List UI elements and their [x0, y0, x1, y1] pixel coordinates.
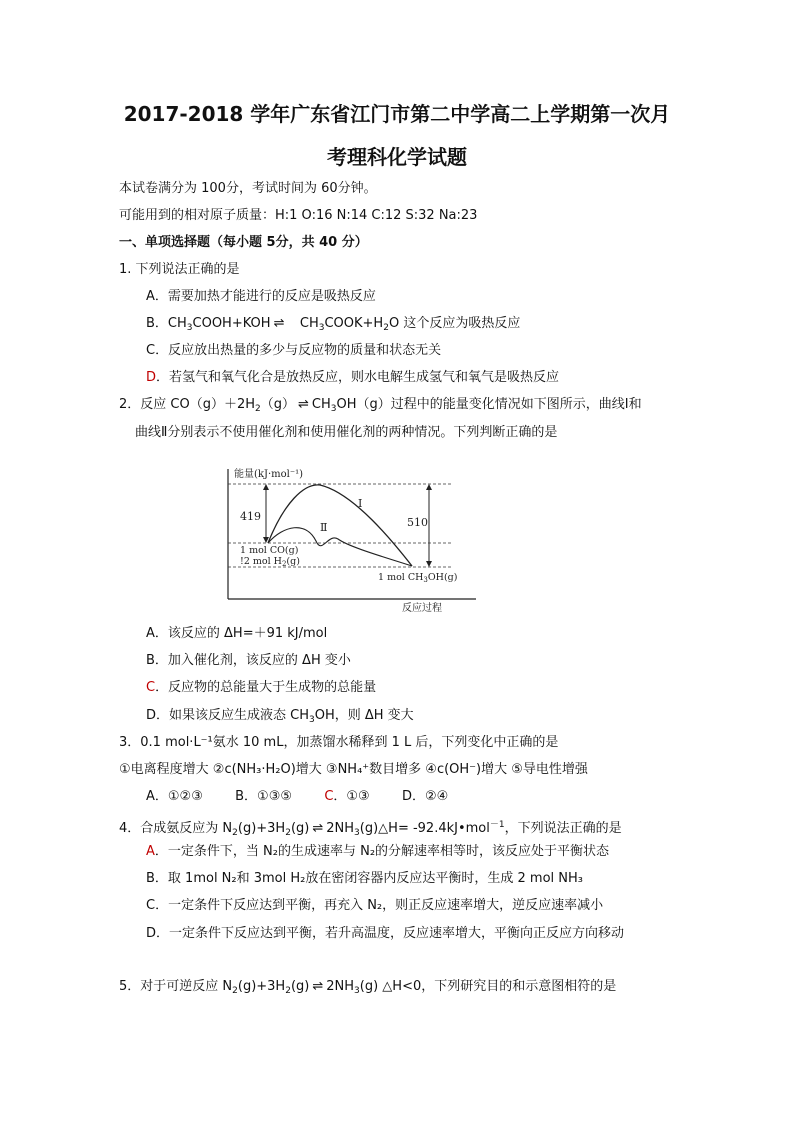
q1-option-b	[146, 315, 520, 337]
q3-option-c: ．①③	[333, 789, 370, 804]
q4-stem	[119, 816, 622, 842]
q2-stem-c: CH	[311, 397, 331, 412]
answer-mark: C	[324, 789, 334, 804]
equilibrium-arrow-icon: ⇌	[298, 397, 309, 412]
answer-mark: D	[146, 370, 157, 385]
q5-stem-d: 2NH	[326, 979, 355, 994]
subscript: 3	[330, 404, 337, 414]
subscript: 2	[285, 828, 291, 838]
y-axis-label: 能量(kJ·mol⁻¹)	[234, 469, 304, 480]
reactant-label-1: 1 mol CO(g)	[240, 545, 299, 556]
q4-stem-b: (g)+3H	[237, 821, 286, 836]
intro-score-time: 本试卷满分为 100分，考试时间为 60分钟。	[119, 181, 377, 196]
q4-a-text: ．一定条件下，当 N₂的生成速率与 N₂的分解速率相等时，该反应处于平衡状态	[154, 844, 610, 859]
q4-option-a	[146, 843, 609, 861]
subscript: 3	[318, 323, 325, 333]
subscript: 2	[232, 986, 238, 996]
product-label: 1 mol $CH_3OH(g)$	[378, 572, 458, 584]
q4-option-c: C．一定条件下反应达到平衡，再充入 N₂，则正反应速率增大，逆反应速率减小	[146, 898, 604, 913]
q1-option-c: C．反应放出热量的多少与反应物的质量和状态无关	[146, 343, 442, 358]
reactant-label-2: !2 mol $H_2(g)$	[240, 556, 300, 568]
q2-option-d	[146, 707, 414, 729]
label-419: 419	[240, 510, 261, 523]
q5-stem-e: (g) △H<0，下列研究目的和示意图相符的是	[359, 979, 617, 994]
q2-stem-b: （g）	[260, 397, 296, 412]
q2-stem-a: 2．反应 CO（g）＋2H	[119, 397, 256, 412]
q5-stem-c: (g)	[290, 979, 310, 994]
subscript: 3	[354, 986, 360, 996]
q4-option-d: D．一定条件下反应达到平衡，若升高温度，反应速率增大，平衡向正反应方向移动	[146, 926, 625, 941]
subscript: 3	[186, 323, 193, 333]
q2-option-b: B．加入催化剂，该反应的 ΔH 变小	[146, 653, 351, 668]
q5-stem-a: 5．对于可逆反应 N	[119, 979, 233, 994]
section-heading: 一、单项选择题（每小题 5分，共 40 分）	[119, 235, 368, 250]
q3-stem: 3．0.1 mol·L⁻¹氨水 10 mL，加蒸馏水稀释到 1 L 后，下列变化中正确的是	[119, 735, 559, 750]
q3-option-a: A．①②③	[146, 789, 203, 804]
q3-options	[146, 788, 448, 806]
q2-stem-line1	[119, 396, 642, 418]
q1-option-d	[146, 369, 559, 387]
q3-option-d: D．②④	[401, 789, 449, 804]
answer-mark: C	[146, 680, 156, 695]
q4-stem-c: (g)	[290, 821, 310, 836]
q2-c-text: ．反应物的总能量大于生成物的总能量	[155, 680, 377, 695]
q2-option-c	[146, 679, 376, 697]
equilibrium-arrow-icon: ⇌	[312, 821, 324, 836]
curve-two-label: Ⅱ	[320, 521, 328, 534]
q1-b-part1: B．CH	[146, 316, 187, 331]
subscript: 2	[383, 323, 389, 333]
q1-d-text: ．若氢气和氧气化合是放热反应，则水电解生成氢气和氧气是吸热反应	[156, 370, 560, 385]
q4-stem-f: ，下列说法正确的是	[504, 821, 622, 836]
q3-items: ①电离程度增大 ②c(NH₃·H₂O)增大 ③NH₄⁺数目增多 ④c(OH⁻)增大 ⑤导电性增强	[119, 762, 588, 777]
label-510: 510	[407, 516, 428, 529]
q2-d-part1: D．如果该反应生成液态 CH	[146, 708, 309, 723]
q1-b-part5: O 这个反应为吸热反应	[388, 316, 521, 331]
arrow-head-icon	[263, 484, 269, 490]
exam-title-line1: 2017-2018 学年广东省江门市第二中学高二上学期第一次月	[123, 102, 671, 126]
curve-one-label: Ⅰ	[358, 497, 363, 510]
energy-diagram	[224, 463, 484, 615]
subscript: 2	[285, 986, 291, 996]
subscript: 3	[354, 828, 360, 838]
q5-stem-b: (g)+3H	[237, 979, 286, 994]
q4-stem-d: 2NH	[326, 821, 355, 836]
q2-d-part2: OH，则 ΔH 变大	[314, 708, 414, 723]
q2-stem-line2: 曲线Ⅱ分别表示不使用催化剂和使用催化剂的两种情况。下列判断正确的是	[135, 425, 558, 440]
equilibrium-arrow-icon: ⇌	[312, 979, 324, 994]
arrow-head-icon	[426, 484, 432, 490]
q3-option-b: B．①③⑤	[235, 789, 293, 804]
subscript: 2	[232, 828, 238, 838]
answer-mark: A	[146, 844, 155, 859]
intro-atomic-masses: 可能用到的相对原子质量：H:1 O:16 N:14 C:12 S:32 Na:23	[119, 208, 478, 223]
q1-b-part2: COOH+KOH	[192, 316, 271, 331]
q5-stem	[119, 978, 616, 1000]
q2-option-a: A．该反应的 ΔH=＋91 kJ/mol	[146, 626, 328, 641]
exam-title-line2: 考理科化学试题	[327, 145, 467, 169]
q4-stem-e: (g)△H= -92.4kJ•mol	[359, 821, 490, 836]
subscript: 2	[255, 404, 261, 414]
subscript: 3	[309, 715, 315, 725]
q2-stem-d: OH（g）过程中的能量变化情况如下图所示，曲线Ⅰ和	[336, 397, 642, 412]
equilibrium-arrow-icon: ⇌	[273, 316, 285, 331]
q1-b-part4: COOK+H	[324, 316, 384, 331]
arrow-head-icon	[426, 561, 432, 567]
q1-stem: 1. 下列说法正确的是	[119, 262, 240, 277]
q4-option-b: B．取 1mol N₂和 3mol H₂放在密闭容器内反应达平衡时，生成 2 mol NH₃	[146, 871, 583, 886]
q1-b-part3: CH	[299, 316, 319, 331]
superscript: －1	[489, 820, 505, 830]
x-axis-label: 反应过程	[402, 603, 442, 614]
q1-option-a: A．需要加热才能进行的反应是吸热反应	[146, 289, 376, 304]
q4-stem-a: 4．合成氨反应为 N	[119, 821, 233, 836]
